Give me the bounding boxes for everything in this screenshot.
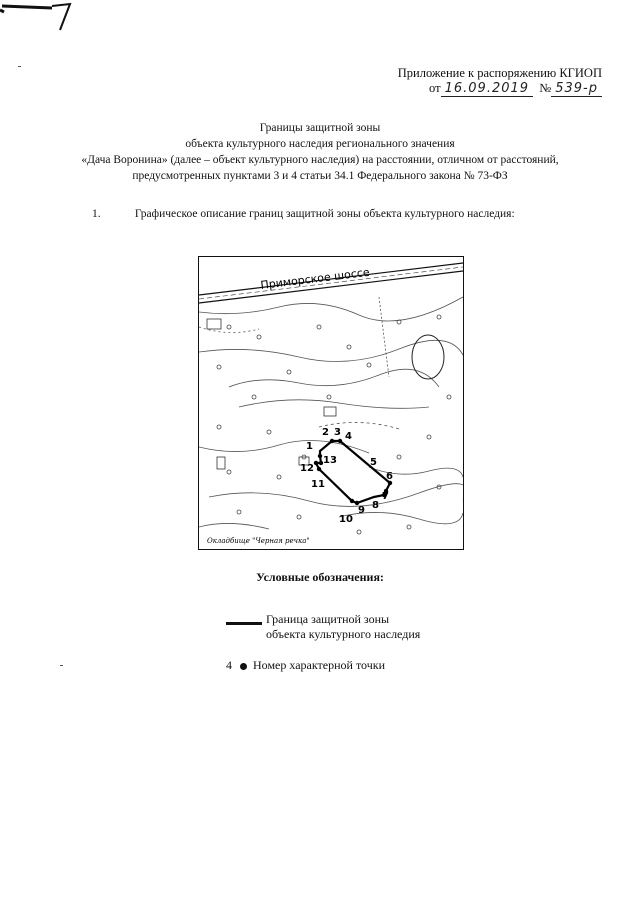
point-label-3: 3 [334,427,341,438]
point-label-13: 13 [323,455,337,466]
section-text: Графическое описание границ защитной зоны объекта культурного наследия: [134,208,515,220]
section-1 [92,208,515,220]
point-label-9: 9 [358,505,365,516]
document-heading [0,120,640,184]
legend-boundary-line-symbol [226,622,262,625]
legend-boundary-line2: объекта культурного наследия [266,627,421,641]
scan-corner-mark [0,0,90,40]
boundary-map [198,256,464,550]
legend-boundary-line1: Граница защитной зоны [266,612,390,626]
legend-point-number: 4 [226,658,232,672]
legend-title: Условные обозначения: [256,570,384,584]
point-label-4: 4 [345,431,352,442]
appendix-header [398,66,602,96]
point-label-8: 8 [372,500,379,511]
point-label-1: 1 [306,441,313,452]
legend-point-row [226,658,385,673]
heading-line-2: объекта культурного наследия регионального значения [185,138,455,150]
point-label-11: 11 [311,479,325,490]
handwritten-number: 539-р [551,81,602,97]
map-contours [199,297,463,529]
point-label-6: 6 [386,471,393,482]
legend-point-label: Номер характерной точки [253,658,385,672]
section-number: 1. [92,208,101,220]
number-prefix: № [539,81,552,95]
cemetery-label: Окладбище "Черная речка" [207,537,310,545]
point-label-12: 12 [300,463,314,474]
map-buildings [207,319,336,469]
appendix-date-line [398,81,602,96]
heading-line-1: Границы защитной зоны [259,122,381,134]
heading-line-4: предусмотренных пунктами 3 и 4 статьи 34.1 Федерального закона № 73-ФЗ [132,170,508,182]
point-label-5: 5 [370,457,377,468]
point-label-7: 7 [382,491,389,502]
map-drawing [199,257,463,549]
date-prefix: от [429,81,441,95]
legend-boundary-text [266,612,420,642]
point-dot-icon [240,663,247,670]
road-label: Приморское шоссе [259,265,371,292]
protection-zone-boundary [316,441,390,503]
heading-line-3: «Дача Воронина» (далее – объект культурного наследия) на расстоянии, отличном от расстояний, [81,154,559,166]
appendix-title: Приложение к распоряжению КГИОП [397,66,602,80]
handwritten-date: 16.09.2019 [441,81,533,97]
point-label-2: 2 [322,427,329,438]
map-tree-symbols [217,315,451,534]
scan-speck [60,665,63,666]
scan-speck [18,66,21,67]
pond-outline [412,335,444,379]
point-label-10: 10 [339,514,353,525]
